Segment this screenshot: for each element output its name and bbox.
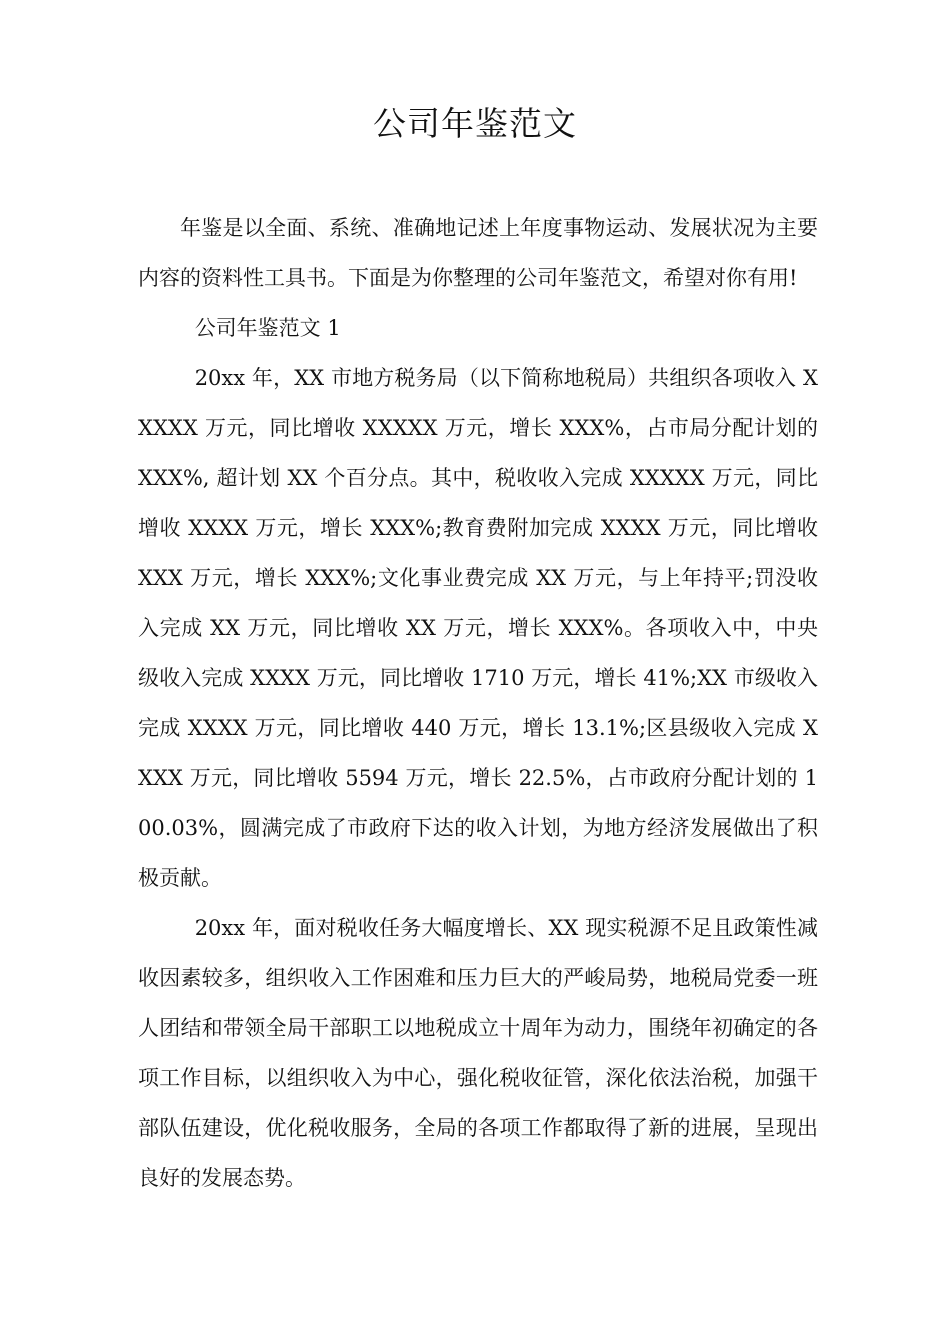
document-body [138, 203, 818, 1203]
document-title: 公司年鉴范文 [373, 104, 577, 143]
body-paragraph: 20xx 年，面对税收任务大幅度增长、XX 现实税源不足且政策性减收因素较多，组织收入工作困难和压力巨大的严峻局势，地税局党委一班人团结和带领全局干部职工以地税成立十周年为动力，围绕年初确定的各项工作目标，以组织收入为中心，强化税收征管，深化依法治税，加强干部队伍建设，优化税收服务，全局的各项工作都取得了新的进展，呈现出良好的发展态势。 [138, 916, 818, 1190]
intro-paragraph: 年鉴是以全面、系统、准确地记述上年度事物运动、发展状况为主要内容的资料性工具书。下面是为你整理的公司年鉴范文，希望对你有用! [138, 216, 818, 290]
section-heading: 公司年鉴范文 1 [194, 316, 341, 340]
body-paragraph: 20xx 年，XX 市地方税务局（以下简称地税局）共组织各项收入 XXXXX 万元，同比增收 XXXXX 万元，增长 XXX%，占市局分配计划的 XXX%, 超计划 XX 个百分点。其中，税收收入完成 XXXXX 万元，同比增收 XXXX 万元，增长 XXX%;教育费附加完成 XXXX 万元，同比增收 XXX 万元，增长 XXX%;文化事业费完成 XX 万元，与上年持平;罚没收入完成 XX 万元，同比增收 XX 万元，增长 XXX%。各项收入中，中央级收入完成 XXXX 万元，同比增收 1710 万元，增长 41%;XX 市级收入完成 XXXX 万元，同比增收 440 万元，增长 13.1%;区县级收入完成 XXXX 万元，同比增收 5594 万元，增长 22.5%，占市政府分配计划的 100.03%，圆满完成了市政府下达的收入计划，为地方经济发展做出了积极贡献。 [138, 366, 818, 890]
